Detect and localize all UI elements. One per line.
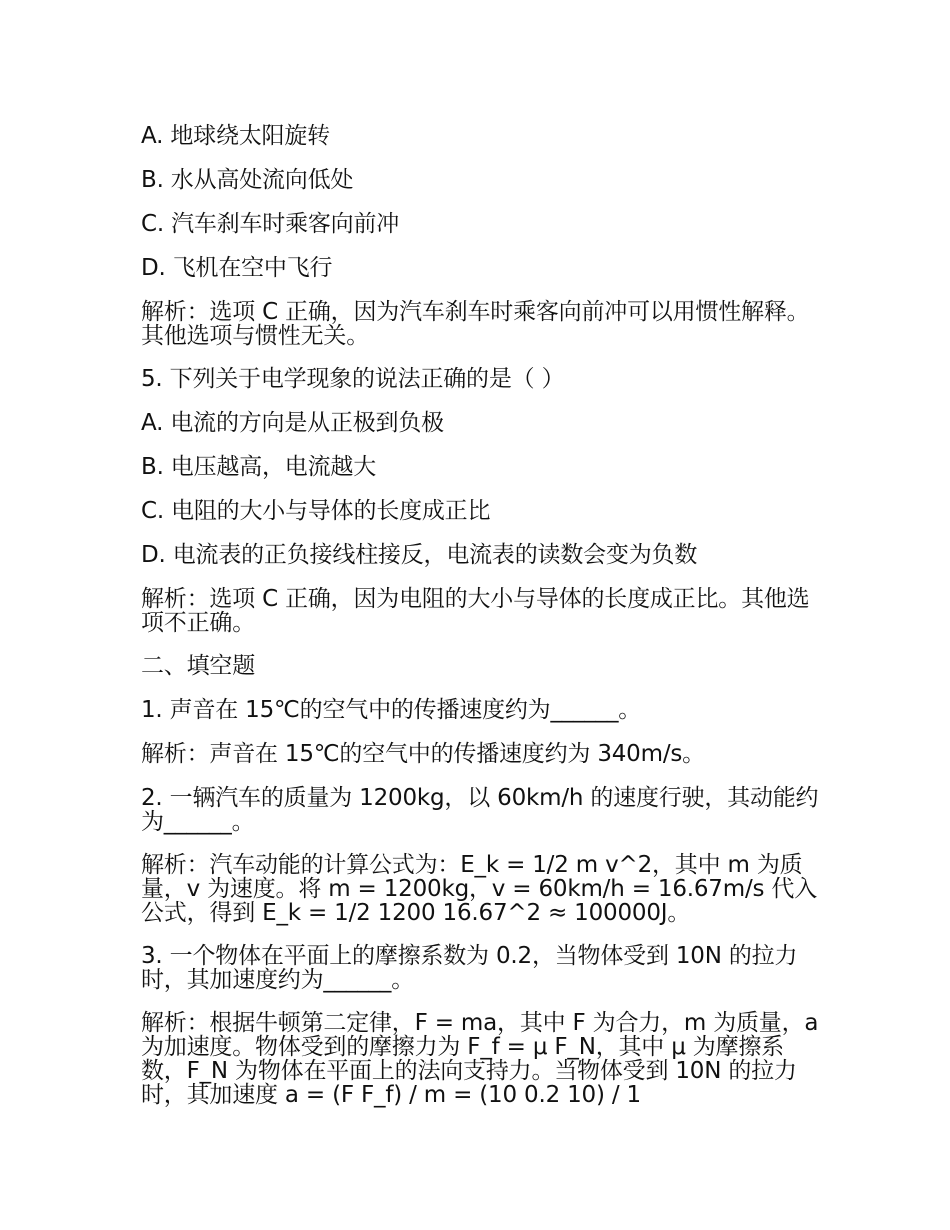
option-c-line: C. 汽车刹车时乘客向前冲 — [141, 211, 400, 237]
option-d-line: D. 电流表的正负接线柱接反，电流表的读数会变为负数 — [141, 542, 698, 568]
fill-question-3: 3. 一个物体在平面上的摩擦系数为 0.2，当物体受到 10N 的拉力时，其加速度约为______。 — [141, 943, 798, 993]
analysis-paragraph: 解析：汽车动能的计算公式为：E_k = 1/2 m v^2，其中 m 为质量，v 为速度。将 m = 1200kg，v = 60km/h = 16.67m/s 代入公式，得到 E_k = 1/2 1200 16.67^2 ≈ 100000J。 — [141, 852, 817, 926]
option-a-line: A. 地球绕太阳旋转 — [141, 123, 330, 149]
section-heading: 二、填空题 — [141, 653, 256, 679]
option-b-line: B. 电压越高，电流越大 — [141, 454, 377, 480]
fill-question-1: 1. 声音在 15℃的空气中的传播速度约为______。 — [141, 697, 642, 723]
option-a-line: A. 电流的方向是从正极到负极 — [141, 410, 444, 436]
analysis-paragraph: 解析：声音在 15℃的空气中的传播速度约为 340m/s。 — [141, 741, 705, 767]
analysis-paragraph: 解析：选项 C 正确，因为电阻的大小与导体的长度成正比。其他选项不正确。 — [141, 586, 810, 636]
option-c-line: C. 电阻的大小与导体的长度成正比 — [141, 498, 491, 524]
document-page — [141, 124, 821, 1126]
fill-question-2: 2. 一辆汽车的质量为 1200kg，以 60km/h 的速度行驶，其动能约为______。 — [141, 785, 819, 835]
question-5: 5. 下列关于电学现象的说法正确的是（ ） — [141, 366, 565, 392]
option-b-line: B. 水从高处流向低处 — [141, 167, 354, 193]
analysis-paragraph: 解析：根据牛顿第二定律，F = ma，其中 F 为合力，m 为质量，a 为加速度。物体受到的摩擦力为 F_f = μ F_N，其中 μ 为摩擦系数，F_N 为物体在平面上的法向支持力。当物体受到 10N 的拉力时，其加速度 a = (F F_f) / m = (10 0.2 10) / 1 — [141, 1010, 819, 1108]
option-d-line: D. 飞机在空中飞行 — [141, 255, 333, 281]
analysis-paragraph: 解析：选项 C 正确，因为汽车刹车时乘客向前冲可以用惯性解释。其他选项与惯性无关。 — [141, 299, 810, 349]
